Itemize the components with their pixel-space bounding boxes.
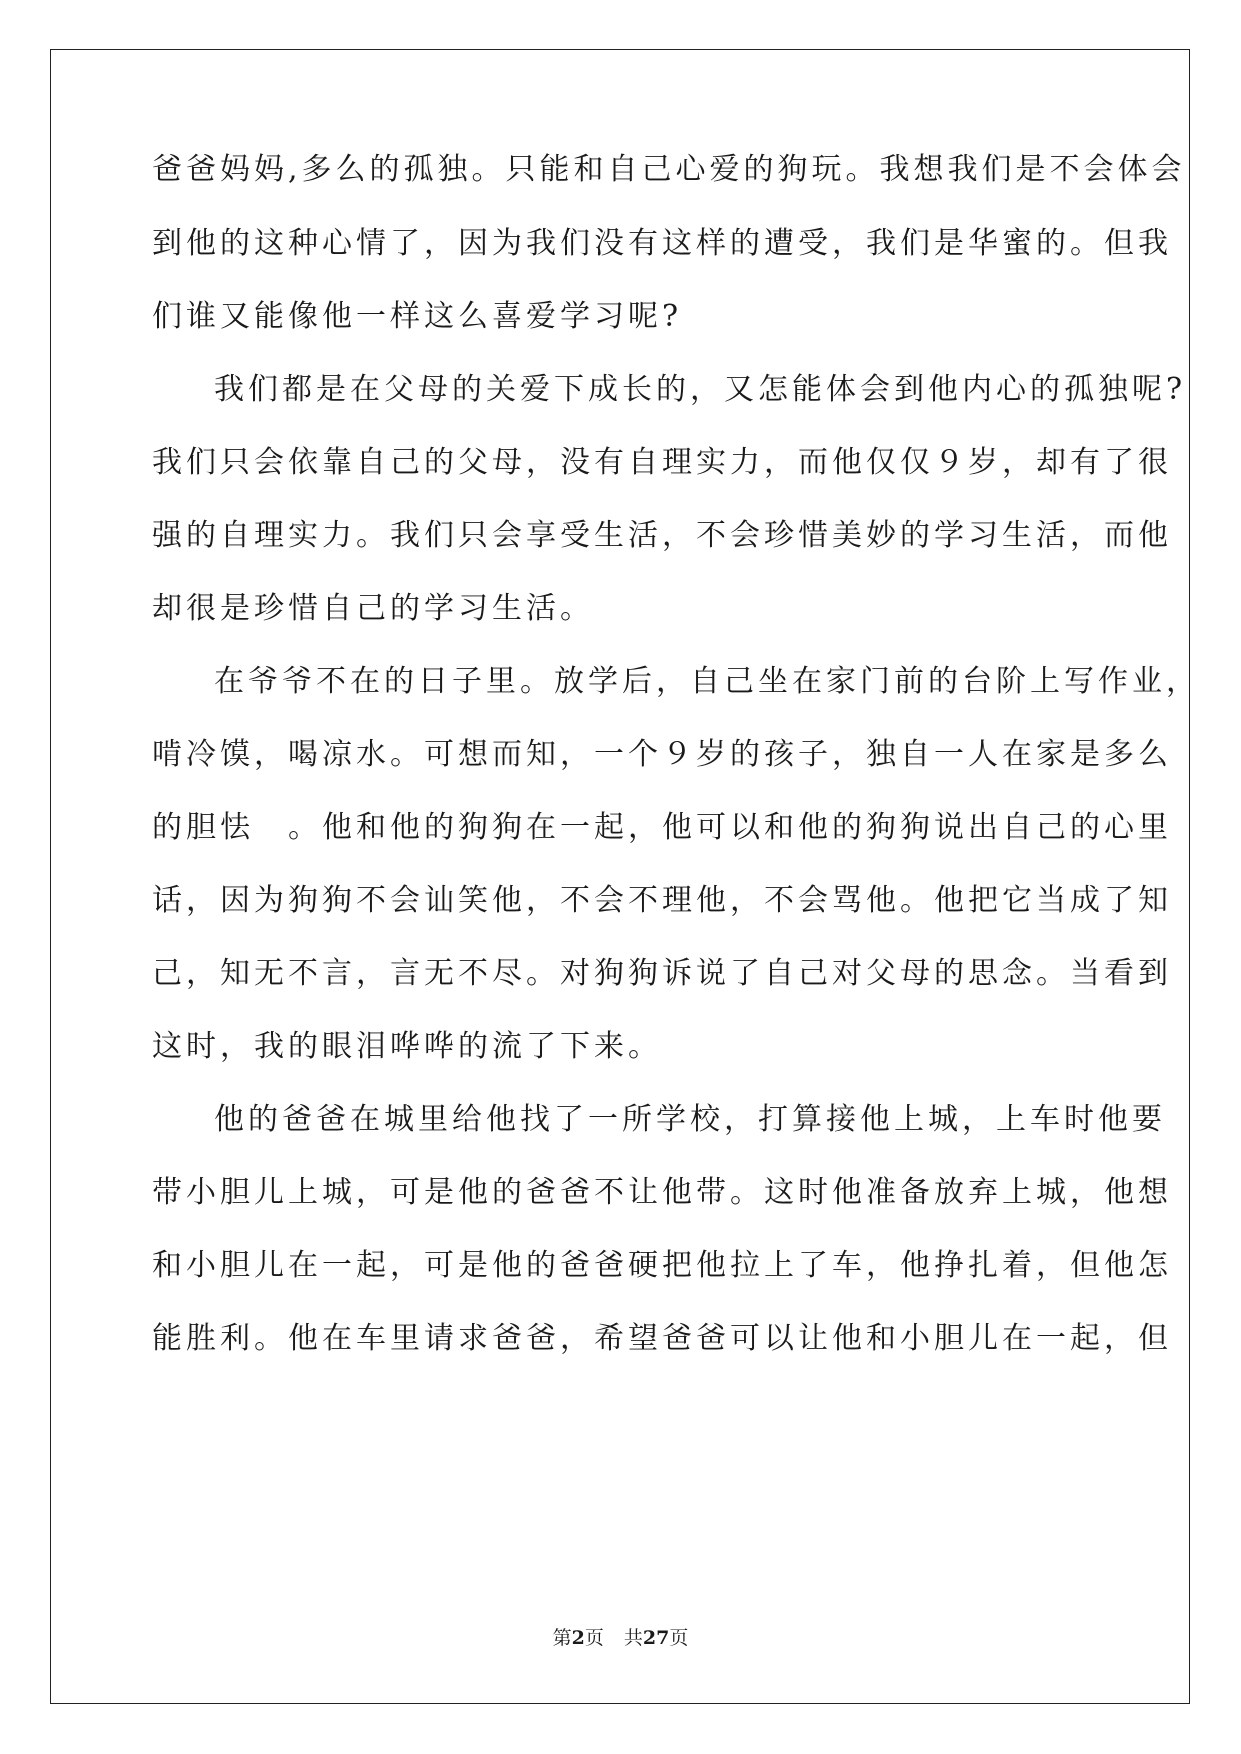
footer-prefix: 第 xyxy=(552,1627,572,1649)
text-line: 却很是珍惜自己的学习生活。 xyxy=(152,591,594,626)
page-number: 2 xyxy=(571,1627,585,1649)
text-line: 强的自理实力。我们只会享受生活，不会珍惜美妙的学习生活，而他 xyxy=(152,518,1172,553)
text-line: 在爷爷不在的日子里。放学后，自己坐在家门前的台阶上写作业， xyxy=(214,664,1200,699)
text-line: 的胆怯 。他和他的狗狗在一起，他可以和他的狗狗说出自己的心里 xyxy=(152,810,1172,845)
text-line: 话，因为狗狗不会讪笑他，不会不理他，不会骂他。他把它当成了知 xyxy=(152,883,1172,918)
text-line: 他的爸爸在城里给他找了一所学校，打算接他上城，上车时他要 xyxy=(214,1102,1166,1137)
text-line: 这时，我的眼泪哗哗的流了下来。 xyxy=(152,1029,662,1064)
footer-total-unit: 页 xyxy=(669,1627,689,1649)
text-line: 我们只会依靠自己的父母，没有自理实力，而他仅仅９岁，却有了很 xyxy=(152,445,1172,480)
text-line: 们谁又能像他一样这么喜爱学习呢? xyxy=(152,299,683,334)
text-line: 己，知无不言，言无不尽。对狗狗诉说了自己对父母的思念。当看到 xyxy=(152,956,1172,991)
text-line: 带小胆儿上城，可是他的爸爸不让他带。这时他准备放弃上城，他想 xyxy=(152,1175,1172,1210)
text-line: 啃冷馍，喝凉水。可想而知，一个９岁的孩子，独自一人在家是多么 xyxy=(152,737,1172,772)
footer-page-unit: 页 xyxy=(584,1627,604,1649)
text-line: 爸爸妈妈,多么的孤独。只能和自己心爱的狗玩。我想我们是不会体会 xyxy=(152,152,1186,187)
total-pages: 27 xyxy=(642,1627,670,1649)
text-line: 和小胆儿在一起，可是他的爸爸硬把他拉上了车，他挣扎着，但他怎 xyxy=(152,1248,1172,1283)
text-line: 我们都是在父母的关爱下成长的，又怎能体会到他内心的孤独呢? xyxy=(214,372,1187,407)
text-line: 到他的这种心情了，因为我们没有这样的遭受，我们是华蜜的。但我 xyxy=(152,226,1172,261)
page-footer xyxy=(0,1623,1241,1650)
footer-total-prefix: 共 xyxy=(623,1627,643,1649)
text-line: 能胜利。他在车里请求爸爸，希望爸爸可以让他和小胆儿在一起，但 xyxy=(152,1321,1172,1356)
